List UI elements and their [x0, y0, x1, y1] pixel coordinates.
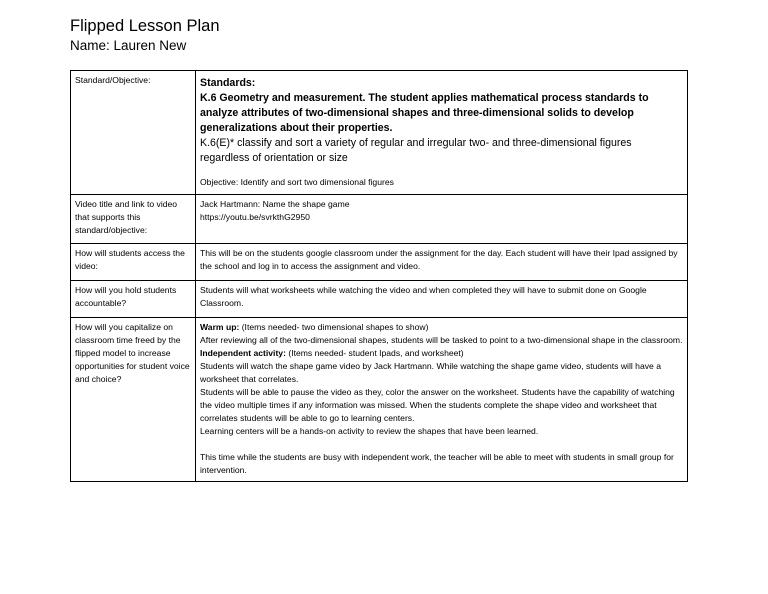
warmup-line	[200, 321, 683, 334]
standards-heading: Standards:	[200, 77, 256, 89]
objective-text: Objective: Identify and sort two dimensional figures	[200, 177, 394, 187]
warmup-detail: After reviewing all of the two-dimensional shapes, students will be tasked to point to a two-dimensional shape in the classroom.	[200, 335, 683, 345]
independent-para-3: Learning centers will be a hands-on activity to review the shapes that have been learned.	[200, 426, 539, 436]
independent-line	[200, 347, 683, 360]
warmup-label: Warm up:	[200, 322, 240, 332]
capitalize-cell	[196, 318, 688, 482]
accountable-answer: Students will what worksheets while watching the video and when completed they will have to submit done on Google Classroom.	[196, 281, 688, 318]
video-title: Jack Hartmann: Name the shape game	[200, 199, 350, 209]
intervention-para: This time while the students are busy with independent work, the teacher will be able to meet with students in small group for intervention.	[200, 452, 674, 475]
capitalize-label: How will you capitalize on classroom time freed by the flipped model to increase opportunities for student voice and choice?	[71, 318, 196, 482]
author-name: Name: Lauren New	[70, 38, 187, 53]
independent-para-2: Students will be able to pause the video as they, color the answer on the worksheet. Students have the capability of watching the video multiple times if any information was missed. When the students complete the shape video and worksheet that correlates students will be able to go to learning centers.	[200, 387, 675, 423]
access-answer: This will be on the students google classroom under the assignment for the day. Each student will have their Ipad assigned by the school and log in to access the assignment and video.	[196, 244, 688, 281]
table-row	[71, 71, 688, 195]
page-title: Flipped Lesson Plan	[70, 17, 220, 35]
table-row	[71, 244, 688, 281]
standard-bold-text: K.6 Geometry and measurement. The student applies mathematical process standards to analyze attributes of two-dimensional shapes and three-dimensional solids to develop generalizations about their properties.	[200, 92, 649, 134]
standard-cell	[196, 71, 688, 195]
independent-label: Independent activity:	[200, 348, 286, 358]
independent-para-1: Students will watch the shape game video by Jack Hartmann. While watching the shape game video, students will have a worksheet that correlates.	[200, 361, 661, 384]
access-label: How will students access the video:	[71, 244, 196, 281]
table-row	[71, 195, 688, 244]
lesson-plan-table	[70, 70, 688, 482]
standard-label: Standard/Objective:	[71, 71, 196, 195]
video-link[interactable]: https://youtu.be/svrkthG2950	[200, 212, 310, 222]
table-row	[71, 318, 688, 482]
video-label: Video title and link to video that supports this standard/objective:	[71, 195, 196, 244]
accountable-label: How will you hold students accountable?	[71, 281, 196, 318]
standard-detail-text: K.6(E)* classify and sort a variety of regular and irregular two- and three-dimensional figures regardless of orientation or size	[200, 137, 632, 164]
video-cell	[196, 195, 688, 244]
paragraph-gap	[200, 438, 683, 451]
table-row	[71, 281, 688, 318]
warmup-items: (Items needed- two dimensional shapes to show)	[239, 322, 429, 332]
independent-items: (Items needed- student Ipads, and worksheet)	[285, 348, 464, 358]
